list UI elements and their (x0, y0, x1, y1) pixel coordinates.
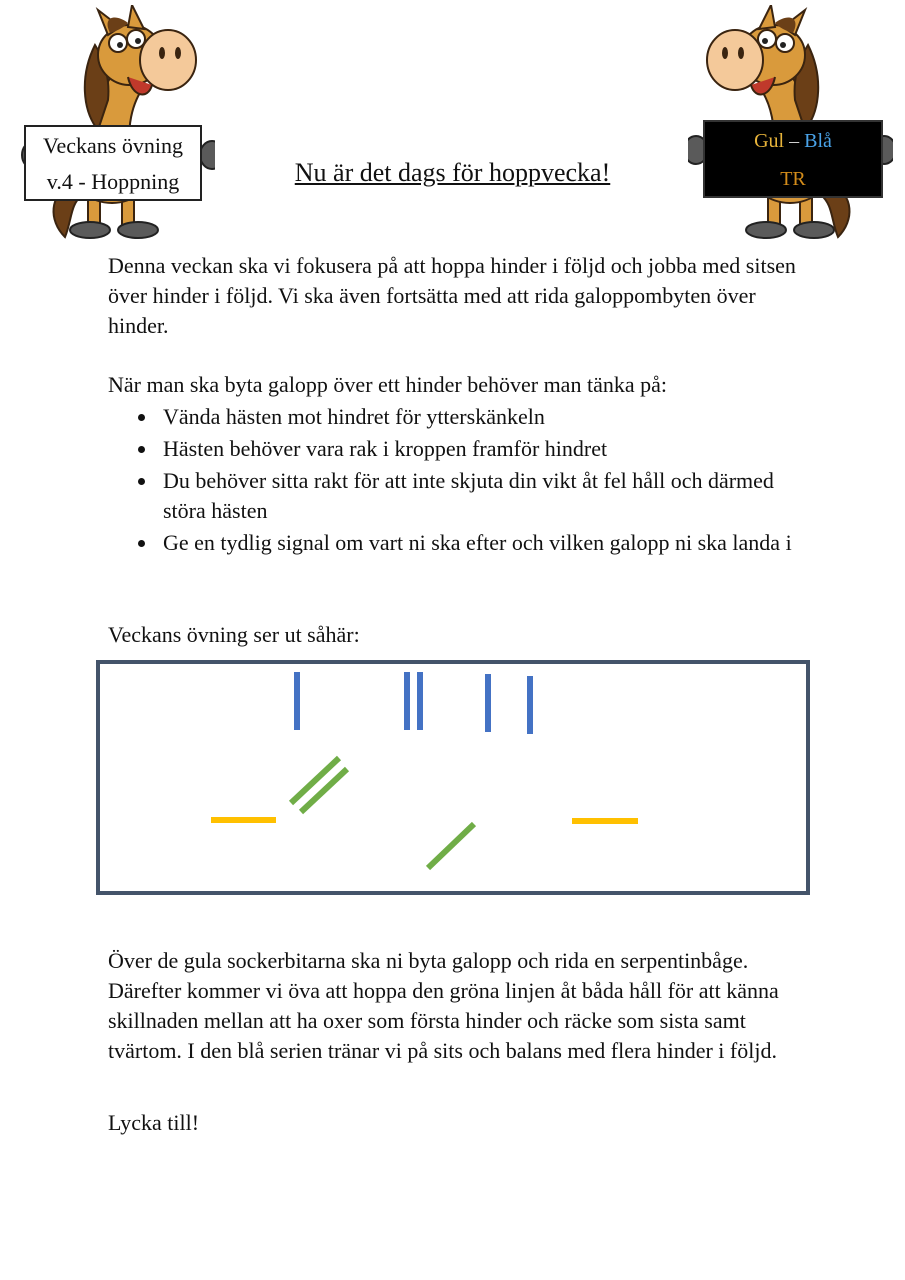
arena-diagram (96, 660, 810, 895)
tips-list (108, 402, 798, 560)
exercise-heading: Veckans övning ser ut såhär: (108, 622, 360, 647)
group-sign-line1 (705, 122, 881, 160)
group-yellow-label: Gul (754, 130, 785, 152)
closing-text: Lycka till! (108, 1110, 200, 1135)
list-item: Ge en tydlig signal om vart ni ska efter och vilken galopp ni ska landa i (108, 528, 798, 558)
description-paragraph: Över de gula sockerbitarna ska ni byta galopp och rida en serpentinbåge. Därefter kommer vi öva att hoppa den gröna linjen åt båda håll för att känna skillnaden mellan att ha oxer som första hinder och räcke som sista samt tvärtom. I den blå serien tränar vi på sits och balans med flera hinder i följd. (108, 948, 779, 1063)
list-item: Du behöver sitta rakt för att inte skjuta din vikt åt fel håll och därmed störa hästen (108, 466, 798, 526)
list-item: Hästen behöver vara rak i kroppen framför hindret (108, 434, 798, 464)
group-blue-label: Blå (804, 130, 832, 152)
arena-border (98, 662, 808, 893)
list-item: Vända hästen mot hindret för ytterskänkeln (108, 402, 798, 432)
week-sign (24, 125, 202, 201)
page-title: Nu är det dags för hoppvecka! (294, 158, 611, 187)
week-sign-line1: Veckans övning (43, 133, 183, 158)
intro-paragraph: Denna veckan ska vi fokusera på att hoppa hinder i följd och jobba med sitsen över hinder i följd. Vi ska även fortsätta med att rida galoppombyten över hinder. (108, 253, 796, 338)
group-sign (703, 120, 883, 198)
group-sign-line2: TR (780, 168, 806, 190)
tips-heading: När man ska byta galopp över ett hinder behöver man tänka på: (108, 372, 667, 397)
group-dash: – (784, 130, 805, 152)
week-sign-line2: v.4 - Hoppning (46, 169, 180, 194)
